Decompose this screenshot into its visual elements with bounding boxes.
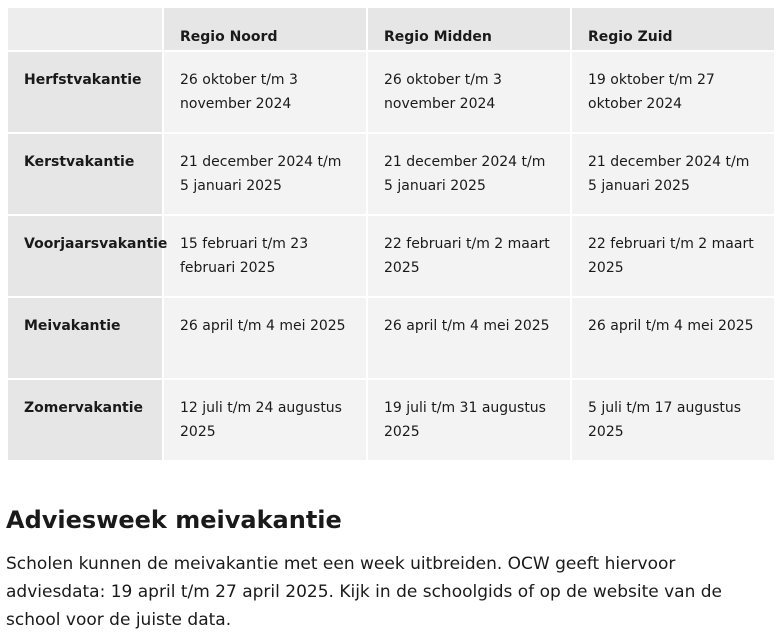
table-row: [8, 380, 774, 460]
table-row: [8, 52, 774, 132]
row-label-meivakantie: Meivakantie: [8, 298, 162, 378]
table-row: [8, 216, 774, 296]
table-cell: 26 april t/m 4 mei 2025: [164, 298, 366, 378]
header-regio-noord: Regio Noord: [164, 8, 366, 50]
row-label-kerstvakantie: Kerstvakantie: [8, 134, 162, 214]
table-cell: 21 december 2024 t/m 5 januari 2025: [572, 134, 774, 214]
table-cell: 19 juli t/m 31 augustus 2025: [368, 380, 570, 460]
table-cell: 22 februari t/m 2 maart 2025: [368, 216, 570, 296]
table-cell: 26 april t/m 4 mei 2025: [572, 298, 774, 378]
table-row: [8, 298, 774, 378]
table-cell: 26 oktober t/m 3 november 2024: [368, 52, 570, 132]
table-cell: 26 oktober t/m 3 november 2024: [164, 52, 366, 132]
section-body-text: Scholen kunnen de meivakantie met een week uitbreiden. OCW geeft hiervoor adviesdata: 19 april t/m 27 april 2025. Kijk in de schoolgids of op de website van de school voor de juiste data.: [6, 554, 723, 630]
table-cell: 19 oktober t/m 27 oktober 2024: [572, 52, 774, 132]
section-heading: Adviesweek meivakantie: [6, 506, 342, 534]
header-regio-zuid: Regio Zuid: [572, 8, 774, 50]
table-cell: 21 december 2024 t/m 5 januari 2025: [368, 134, 570, 214]
header-regio-midden: Regio Midden: [368, 8, 570, 50]
table-cell: 26 april t/m 4 mei 2025: [368, 298, 570, 378]
school-holidays-table: [6, 6, 776, 462]
header-corner: [8, 8, 162, 50]
adviesweek-section: [6, 500, 774, 634]
table-cell: 5 juli t/m 17 augustus 2025: [572, 380, 774, 460]
row-label-voorjaarsvakantie: Voorjaarsvakantie: [8, 216, 162, 296]
row-label-herfstvakantie: Herfstvakantie: [8, 52, 162, 132]
table-cell: 21 december 2024 t/m 5 januari 2025: [164, 134, 366, 214]
table-header-row: [8, 8, 774, 50]
table-cell: 15 februari t/m 23 februari 2025: [164, 216, 366, 296]
row-label-zomervakantie: Zomervakantie: [8, 380, 162, 460]
table-cell: 22 februari t/m 2 maart 2025: [572, 216, 774, 296]
table-cell: 12 juli t/m 24 augustus 2025: [164, 380, 366, 460]
table-row: [8, 134, 774, 214]
